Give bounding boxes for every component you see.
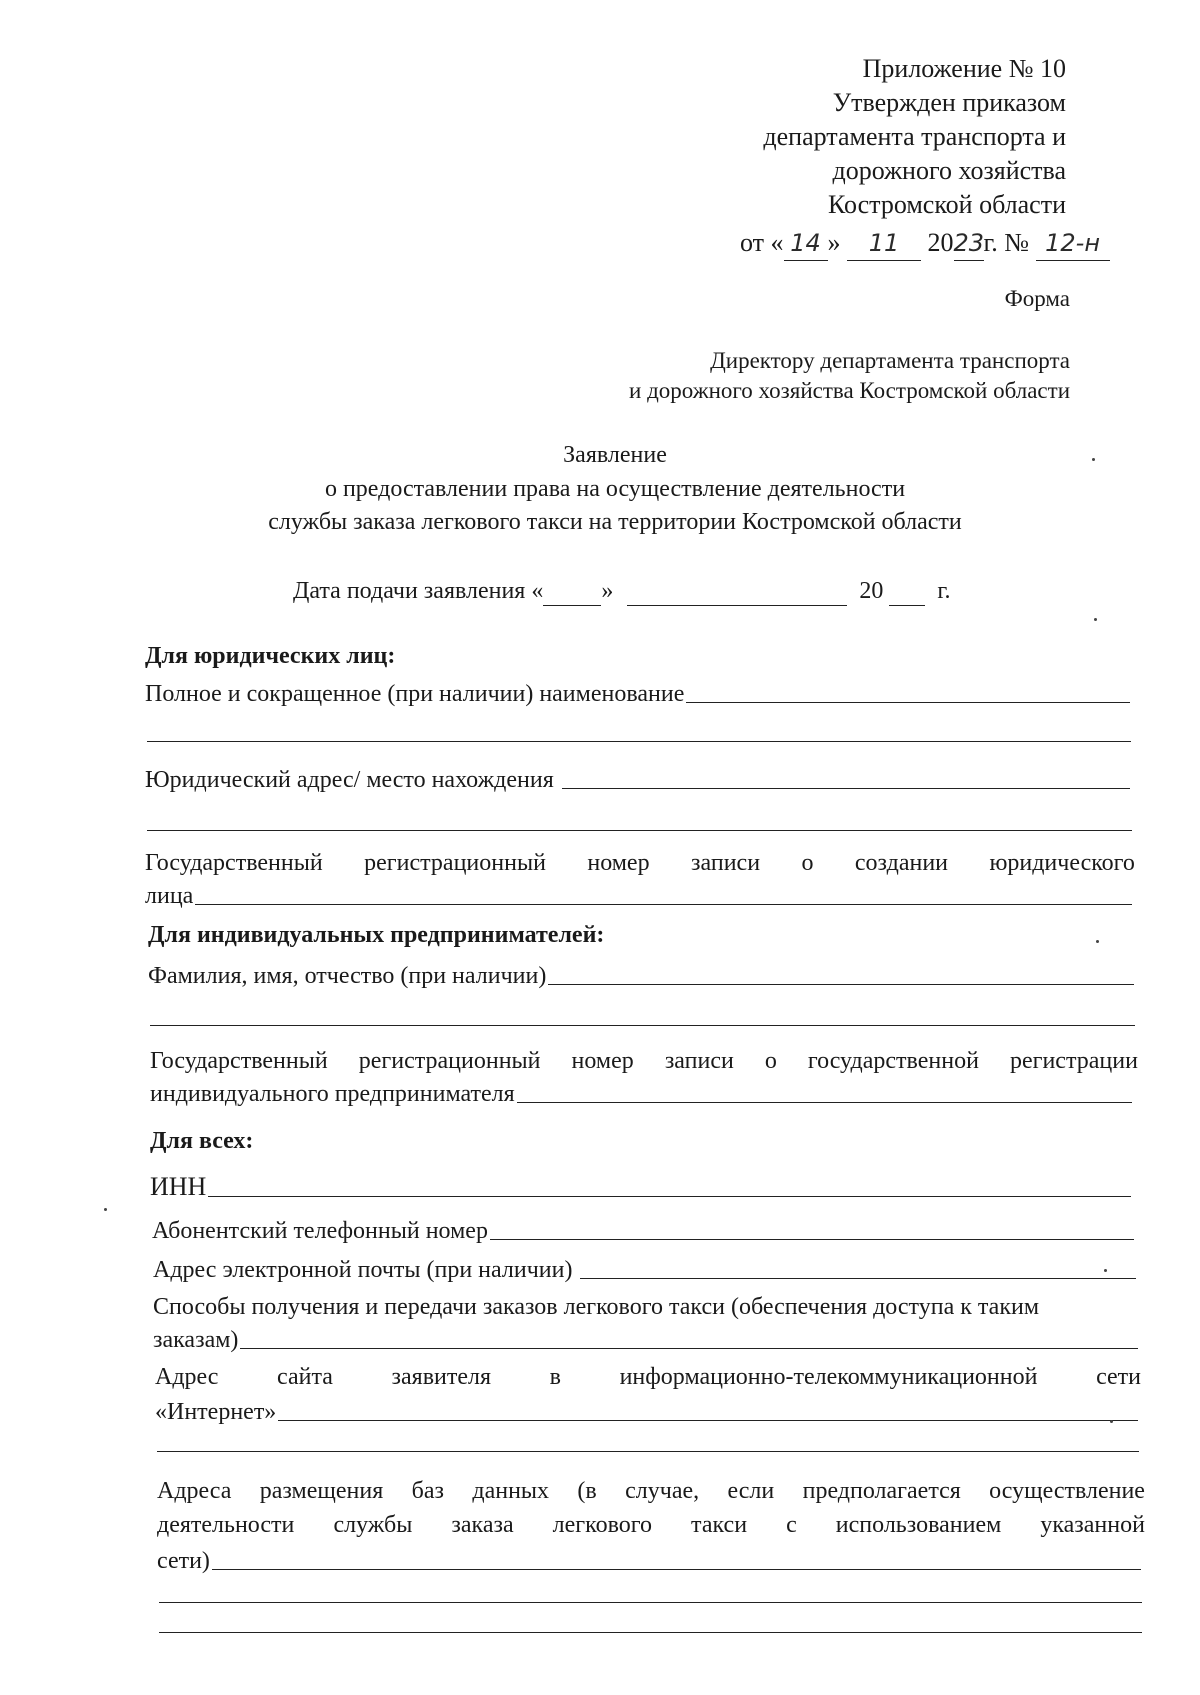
submission-day-field bbox=[543, 578, 601, 606]
ogrnip-label-line bbox=[150, 1048, 1138, 1075]
legal-entities-heading: Для юридических лиц: bbox=[145, 643, 396, 669]
website-field-continuation[interactable] bbox=[157, 1451, 1139, 1452]
order-number-prefix: г. № bbox=[983, 228, 1030, 257]
database-word: заказа bbox=[451, 1512, 514, 1538]
legal-address-label: Юридический адрес/ место нахождения bbox=[145, 767, 554, 793]
order-month-field bbox=[847, 226, 921, 261]
database-word: деятельности bbox=[157, 1512, 295, 1538]
order-number-field bbox=[1036, 226, 1110, 261]
database-word: службы bbox=[333, 1512, 413, 1538]
scan-speck bbox=[1092, 458, 1095, 461]
ogrn-word: регистрационный bbox=[364, 850, 546, 876]
database-word: если bbox=[727, 1478, 775, 1504]
entrepreneurs-heading: Для индивидуальных предпринимателей: bbox=[148, 922, 605, 948]
department-line-2: дорожного хозяйства bbox=[832, 156, 1066, 185]
order-methods-field[interactable] bbox=[240, 1347, 1138, 1349]
ogrn-word: юридического bbox=[989, 850, 1135, 876]
ogrnip-field[interactable] bbox=[517, 1101, 1132, 1103]
form-label: Форма bbox=[1004, 286, 1070, 311]
scan-speck bbox=[104, 1208, 107, 1211]
order-year-field bbox=[954, 226, 984, 261]
fio-field[interactable] bbox=[548, 983, 1134, 985]
document-subtitle-line-2: службы заказа легкового такси на территории Костромской области bbox=[268, 509, 962, 535]
database-word: осуществление bbox=[989, 1478, 1145, 1504]
scan-speck bbox=[1110, 1420, 1113, 1423]
fio-row bbox=[148, 960, 1134, 990]
ogrn-word: записи bbox=[691, 850, 761, 876]
inn-label: ИНН bbox=[150, 1172, 207, 1201]
order-month-handwritten: 11 bbox=[868, 229, 900, 257]
order-prefix: от « bbox=[740, 228, 784, 257]
full-name-field[interactable] bbox=[686, 701, 1130, 703]
phone-row bbox=[152, 1215, 1134, 1245]
order-year-prefix: 20 bbox=[927, 228, 954, 257]
submission-year-field bbox=[889, 578, 925, 606]
addressee-line-2: и дорожного хозяйства Костромской области bbox=[629, 378, 1070, 403]
submission-date-prefix: Дата подачи заявления « bbox=[293, 578, 544, 604]
ogrn-label-tail: лица bbox=[145, 883, 194, 909]
scan-speck bbox=[1104, 1269, 1107, 1272]
database-row bbox=[157, 1545, 1141, 1575]
ogrn-word: номер bbox=[587, 850, 650, 876]
submission-month-field bbox=[627, 578, 847, 606]
submission-year-suffix: г. bbox=[937, 578, 951, 604]
ogrnip-label-tail: индивидуального предпринимателя bbox=[150, 1081, 515, 1107]
database-label-line-2 bbox=[157, 1512, 1145, 1539]
ogrn-word: Государственный bbox=[145, 850, 323, 876]
database-word: случае, bbox=[625, 1478, 700, 1504]
appendix-number: Приложение № 10 bbox=[862, 54, 1066, 83]
for-all-heading: Для всех: bbox=[150, 1128, 254, 1154]
order-year-handwritten: 23 bbox=[953, 229, 985, 257]
ogrn-word: создании bbox=[854, 850, 948, 876]
document-title: Заявление bbox=[563, 442, 667, 468]
phone-field[interactable] bbox=[490, 1238, 1134, 1240]
scan-speck bbox=[1094, 618, 1097, 621]
database-word: предполагается bbox=[802, 1478, 961, 1504]
database-word: указанной bbox=[1040, 1512, 1145, 1538]
ogrn-row bbox=[145, 880, 1132, 910]
full-name-field-continuation[interactable] bbox=[147, 741, 1131, 742]
email-row bbox=[153, 1254, 1136, 1284]
legal-address-field[interactable] bbox=[562, 787, 1130, 789]
region-name: Костромской области bbox=[827, 190, 1066, 219]
database-label-line-1 bbox=[157, 1478, 1145, 1505]
database-word: (в bbox=[577, 1478, 597, 1504]
ogrnip-word: регистрационный bbox=[358, 1048, 541, 1074]
email-label: Адрес электронной почты (при наличии) bbox=[153, 1257, 573, 1283]
order-date-line bbox=[740, 226, 1110, 261]
ogrnip-word: регистрации bbox=[1009, 1048, 1138, 1074]
submission-date-line bbox=[293, 578, 951, 606]
ogrnip-word: номер bbox=[571, 1048, 634, 1074]
website-word: сайта bbox=[277, 1364, 333, 1390]
ogrnip-word: записи bbox=[664, 1048, 734, 1074]
ogrnip-word: государственной bbox=[807, 1048, 979, 1074]
website-word: информационно-телекоммуникационной bbox=[619, 1364, 1038, 1390]
email-field[interactable] bbox=[580, 1277, 1136, 1279]
website-label-tail: «Интернет» bbox=[155, 1399, 277, 1425]
ogrnip-row bbox=[150, 1078, 1132, 1108]
website-label-line bbox=[155, 1364, 1141, 1391]
website-field[interactable] bbox=[278, 1419, 1138, 1421]
database-word: баз bbox=[411, 1478, 444, 1504]
order-methods-label: Способы получения и передачи заказов легкового такси (обеспечения доступа к таким bbox=[153, 1294, 1040, 1320]
inn-field[interactable] bbox=[208, 1195, 1131, 1197]
ogrn-field[interactable] bbox=[195, 903, 1132, 905]
approved-by-order: Утвержден приказом bbox=[832, 88, 1066, 117]
inn-row bbox=[150, 1170, 1131, 1202]
legal-address-row bbox=[145, 764, 1130, 794]
ogrnip-word: о bbox=[764, 1048, 777, 1074]
website-word: Адрес bbox=[155, 1364, 219, 1390]
database-field-continuation-1[interactable] bbox=[159, 1602, 1142, 1603]
database-field[interactable] bbox=[212, 1568, 1141, 1570]
phone-label: Абонентский телефонный номер bbox=[152, 1218, 488, 1244]
submission-quote-close: » bbox=[601, 578, 614, 604]
order-methods-label-tail: заказам) bbox=[153, 1327, 239, 1353]
website-word: в bbox=[549, 1364, 561, 1390]
fio-field-continuation[interactable] bbox=[150, 1025, 1135, 1026]
order-day-handwritten: 14 bbox=[790, 229, 821, 257]
fio-label: Фамилия, имя, отчество (при наличии) bbox=[148, 963, 547, 989]
order-methods-row bbox=[153, 1324, 1138, 1354]
order-quote-close: » bbox=[827, 228, 841, 257]
ogrnip-word: Государственный bbox=[150, 1048, 328, 1074]
ogrn-word: о bbox=[801, 850, 814, 876]
scan-speck bbox=[1096, 940, 1099, 943]
addressee-line-1: Директору департамента транспорта bbox=[710, 348, 1070, 373]
database-word: такси bbox=[691, 1512, 748, 1538]
website-row bbox=[155, 1396, 1138, 1426]
full-name-row bbox=[145, 678, 1130, 708]
database-word: легкового bbox=[552, 1512, 652, 1538]
website-word: сети bbox=[1096, 1364, 1141, 1390]
database-label-tail: сети) bbox=[157, 1548, 210, 1574]
ogrn-label-line bbox=[145, 850, 1135, 877]
database-word: Адреса bbox=[157, 1478, 232, 1504]
database-word: данных bbox=[472, 1478, 550, 1504]
database-word: использованием bbox=[835, 1512, 1002, 1538]
order-day-field bbox=[784, 226, 828, 261]
order-number-handwritten: 12-н bbox=[1045, 229, 1101, 257]
database-field-continuation-2[interactable] bbox=[159, 1632, 1142, 1633]
database-word: размещения bbox=[259, 1478, 384, 1504]
full-name-label: Полное и сокращенное (при наличии) наименование bbox=[145, 681, 685, 707]
department-line-1: департамента транспорта и bbox=[763, 122, 1066, 151]
website-word: заявителя bbox=[391, 1364, 492, 1390]
document-subtitle-line-1: о предоставлении права на осуществление деятельности bbox=[324, 476, 906, 502]
database-word: с bbox=[786, 1512, 797, 1538]
submission-century: 20 bbox=[859, 578, 884, 604]
legal-address-field-continuation[interactable] bbox=[147, 830, 1132, 831]
